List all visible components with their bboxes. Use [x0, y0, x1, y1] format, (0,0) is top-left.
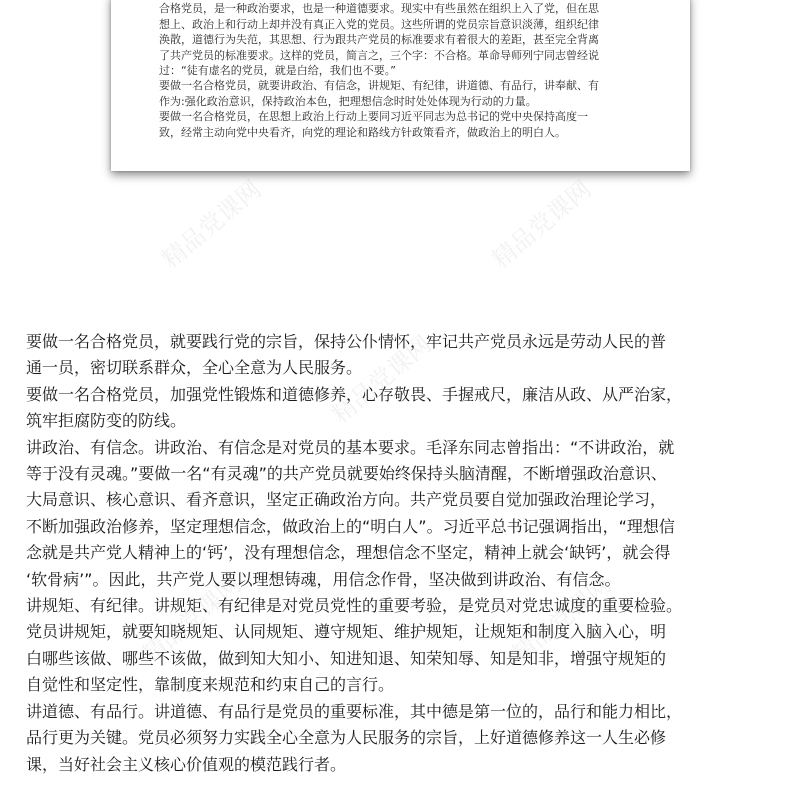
article-body: [26, 329, 788, 778]
watermark-text: 精品党课网: [506, 570, 617, 669]
body-line: 通一员，密切联系群众，全心全意为人民服务。: [26, 358, 363, 378]
body-line: 要做一名合格党员，加强党性锻炼和道德修养，心存敬畏、手握戒尺，廉洁从政、从严治家，: [26, 384, 683, 404]
body-line: 课，当好社会主义核心价值观的模范践行者。: [26, 754, 347, 774]
body-line: 大局意识、核心意识、看齐意识，坚定正确政治方向。共产党员要自觉加强政治理论学习，: [26, 490, 667, 510]
body-line: 讲道德、有品行。讲道德、有品行是党员的重要标准，其中德是第一位的，品行和能力相比，: [26, 701, 683, 721]
card-line: 要做一名合格党员，就要讲政治、有信念，讲规矩、有纪律，讲道德、有品行，讲奉献、有: [159, 79, 599, 93]
body-line: 等于没有灵魂。”要做一名“有灵魂”的共产党员就要始终保持头脑清醒，不断增强政治意识、: [26, 464, 667, 484]
body-line: 要做一名合格党员，就要践行党的宗旨，保持公仆情怀，牢记共产党员永远是劳动人民的普: [26, 332, 667, 351]
body-line: 党员讲规矩，就要知晓规矩、认同规矩、遵守规矩、维护规矩，让规矩和制度入脑入心，明: [26, 622, 667, 642]
card-line: 合格党员，是一种政治要求，也是一种道德要求。现实中有些虽然在组织上入了党，但在思: [159, 2, 599, 16]
document-photo-card: [111, 0, 690, 171]
card-line: 作为:强化政治意识，保持政治本色，把理想信念时时处处体现为行动的力量。: [159, 94, 537, 108]
body-line: 念就是共产党人精神上的‘钙’，没有理想信念，理想信念不坚定，精神上就会‘缺钙’，就会得: [26, 543, 671, 563]
card-line: 想上、政治上和行动上却并没有真正入党的党员。这些所谓的党员宗旨意识淡薄，组织纪律: [159, 17, 599, 31]
card-line: 要做一名合格党员，在思想上政治上行动上要同习近平同志为总书记的党中央保持高度一: [159, 110, 588, 124]
body-line: 白哪些该做、哪些不该做，做到知大知小、知进知退、知荣知辱、知是知非，增强守规矩的: [26, 648, 667, 668]
card-line: 过：“徒有虚名的党员，就是白给，我们也不要。”: [159, 64, 396, 78]
body-line: 筑牢拒腐防变的防线。: [26, 411, 187, 431]
card-line: 了共产党员的标准要求。这样的党员，简言之，三个字：不合格。革命导师列宁同志曾经说: [159, 48, 599, 62]
watermark-text: 精品党课网: [136, 570, 247, 669]
watermark-text: 精品党课网: [326, 330, 437, 429]
top-image-area: [0, 0, 800, 320]
body-line: 不断加强政治修养，坚定理想信念，做政治上的“明白人”。习近平总书记强调指出，“理想信: [26, 516, 675, 536]
card-line: 致，经常主动向党中央看齐，向党的理论和路线方针政策看齐，做政治上的明白人。: [159, 125, 566, 139]
body-line: 讲政治、有信念。讲政治、有信念是对党员的基本要求。毛泽东同志曾指出：“不讲政治，就: [26, 437, 675, 457]
body-line: ‘软骨病’”。因此，共产党人要以理想铸魂，用信念作骨，坚决做到讲政治、有信念。: [26, 569, 621, 589]
card-text-block: [159, 0, 659, 140]
body-line: 品行更为关键。党员必须努力实践全心全意为人民服务的宗旨，上好道德修养这一人生必修: [26, 728, 667, 748]
body-line: 讲规矩、有纪律。讲规矩、有纪律是对党员党性的重要考验，是党员对党忠诚度的重要检验。: [26, 596, 683, 616]
card-line: 涣散，道德行为失范，其思想、行为跟共产党员的标准要求有着很大的差距，甚至完全背离: [159, 33, 599, 47]
body-line: 自觉性和坚定性，靠制度来规范和约束自己的言行。: [26, 675, 395, 695]
